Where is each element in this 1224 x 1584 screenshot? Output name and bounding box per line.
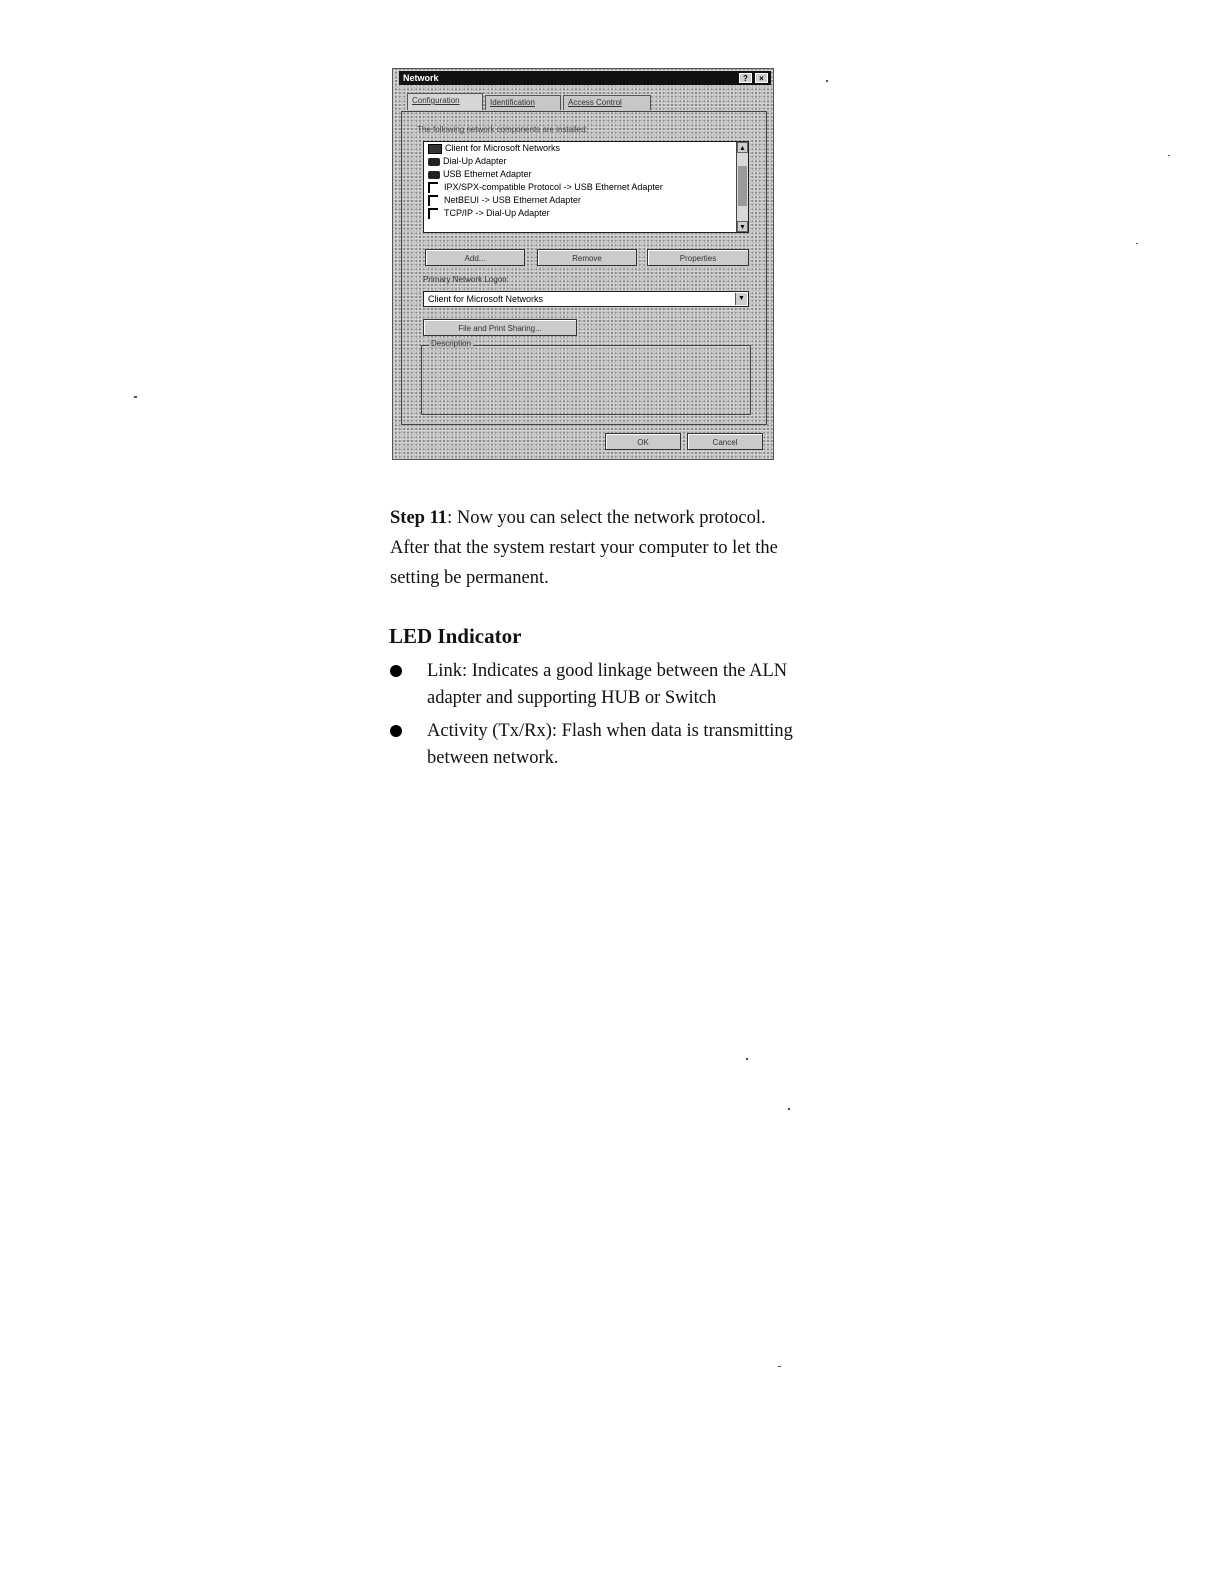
section-title: LED Indicator <box>389 624 522 648</box>
list-item-label: IPX/SPX-compatible Protocol -> USB Ethernet Adapter <box>444 182 663 192</box>
step-text: : Now you can select the network protocol. After that the system restart your computer to let the setting be permanent. <box>390 508 778 588</box>
dialog-titlebar <box>399 71 771 85</box>
scan-speck <box>1136 243 1138 244</box>
protocol-icon <box>428 208 438 219</box>
list-item-label: TCP/IP -> Dial-Up Adapter <box>444 208 550 218</box>
adapter-icon <box>428 171 440 179</box>
description-group <box>421 345 751 415</box>
tab-identification[interactable]: Identification <box>485 95 561 110</box>
scroll-down-icon[interactable]: ▼ <box>737 221 748 232</box>
list-item-label: USB Ethernet Adapter <box>443 169 532 179</box>
remove-button[interactable]: Remove <box>537 249 637 266</box>
client-icon <box>428 144 442 154</box>
list-item[interactable] <box>424 194 748 207</box>
scroll-up-icon[interactable]: ▲ <box>737 142 748 153</box>
list-item <box>388 658 808 712</box>
network-dialog-screenshot <box>392 68 774 460</box>
dialog-title: Network <box>403 73 439 83</box>
close-icon[interactable]: × <box>755 73 768 83</box>
bullet-text: Activity (Tx/Rx): Flash when data is transmitting between network. <box>427 721 793 768</box>
adapter-icon <box>428 158 440 166</box>
primary-logon-value: Client for Microsoft Networks <box>428 294 544 304</box>
file-print-sharing-button[interactable]: File and Print Sharing... <box>423 319 577 336</box>
step-11-paragraph <box>390 503 790 593</box>
primary-logon-label: Primary Network Logon: <box>423 275 509 284</box>
list-item[interactable] <box>424 142 748 155</box>
components-list-caption: The following network components are installed: <box>417 125 588 134</box>
dialog-tabs <box>407 95 651 111</box>
bullet-text: Link: Indicates a good linkage between the ALN adapter and supporting HUB or Switch <box>427 661 788 708</box>
tab-configuration[interactable]: Configuration <box>407 93 483 110</box>
scan-speck <box>788 1108 790 1110</box>
protocol-icon <box>428 182 438 193</box>
list-item-label: Client for Microsoft Networks <box>445 143 561 153</box>
description-label: Description <box>431 339 472 348</box>
bullet-icon <box>390 725 402 737</box>
help-icon[interactable]: ? <box>739 73 752 83</box>
list-item <box>388 718 808 772</box>
properties-button[interactable]: Properties <box>647 249 749 266</box>
bullet-icon <box>390 665 402 677</box>
list-item[interactable] <box>424 168 748 181</box>
scan-speck <box>746 1058 748 1060</box>
scan-speck <box>1168 155 1170 156</box>
scan-speck <box>826 80 828 82</box>
step-label: Step 11 <box>390 508 448 528</box>
list-scrollbar[interactable] <box>736 142 748 232</box>
primary-logon-select[interactable] <box>423 291 749 307</box>
network-components-list[interactable] <box>423 141 749 233</box>
chevron-down-icon[interactable]: ▼ <box>735 293 747 305</box>
tab-access-control[interactable]: Access Control <box>563 95 651 110</box>
ok-button[interactable]: OK <box>605 433 681 450</box>
led-indicator-list <box>388 658 808 778</box>
list-item[interactable] <box>424 207 748 220</box>
list-item-label: NetBEUI -> USB Ethernet Adapter <box>444 195 581 205</box>
list-item[interactable] <box>424 155 748 168</box>
scroll-thumb[interactable] <box>738 166 747 206</box>
scan-speck <box>134 396 137 398</box>
list-item-label: Dial-Up Adapter <box>443 156 507 166</box>
cancel-button[interactable]: Cancel <box>687 433 763 450</box>
add-button[interactable]: Add... <box>425 249 525 266</box>
protocol-icon <box>428 195 438 206</box>
scan-speck <box>778 1366 781 1367</box>
list-item[interactable] <box>424 181 748 194</box>
